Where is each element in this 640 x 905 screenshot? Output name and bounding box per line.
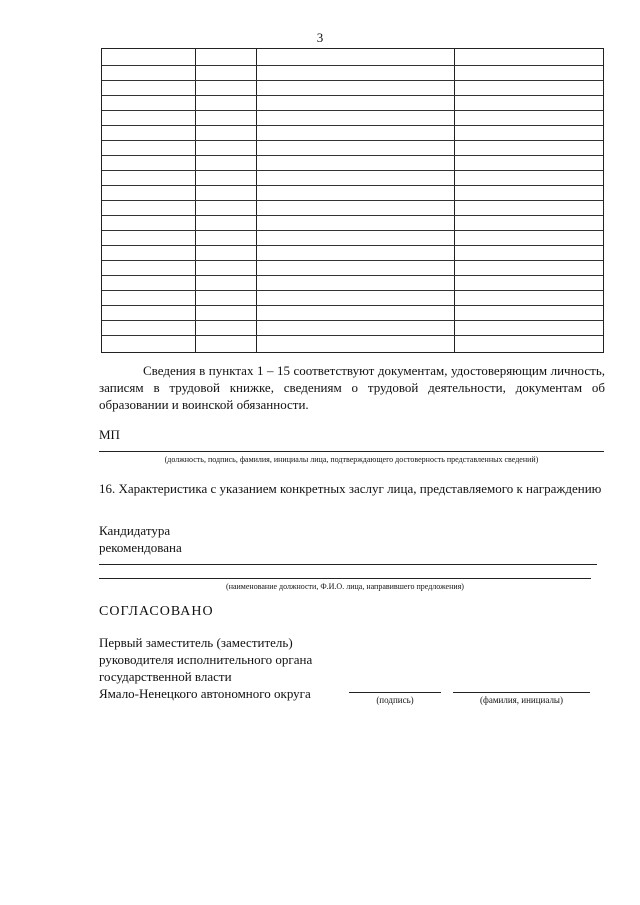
table-row-line [102,65,603,66]
section-16-text: 16. Характеристика с указанием конкретных заслуг лица, представляемого к награждению [99,481,602,496]
table-row-line [102,320,603,321]
table-row-line [102,305,603,306]
table-row-line [102,125,603,126]
signer-line: руководителя исполнительного органа [99,652,313,667]
stamp-label: МП [99,427,120,442]
table-row-line [102,185,603,186]
signer-line: Первый заместитель (заместитель) [99,635,293,650]
table-row-line [102,215,603,216]
table-row-line [102,260,603,261]
table-row-line [102,110,603,111]
continuation-table [101,48,604,353]
signature-line [349,692,441,693]
signer-line: государственной власти [99,669,232,684]
candidacy-line-1 [99,564,597,565]
signature-caption: (подпись) [376,695,414,705]
candidacy-line-2 [99,578,591,579]
name-caption: (фамилия, инициалы) [480,695,563,705]
statement-text: Сведения в пунктах 1 – 15 соответствуют документам, удостоверяющим личность, записям в трудовой книжке, сведениям о трудовой деятельности, документам об образовании и воинской обязанности. [99,363,605,412]
table-row-line [102,140,603,141]
table-row-line [102,275,603,276]
table-row-line [102,335,603,336]
verification-caption: (должность, подпись, фамилия, инициалы лица, подтверждающего достоверность представленных сведений) [164,455,539,464]
table-row-line [102,200,603,201]
verification-signature-line [99,451,604,452]
candidacy-label-line2: рекомендована [99,540,182,555]
signer-line: Ямало-Ненецкого автономного округа [99,686,311,701]
table-row-line [102,290,603,291]
candidacy-caption: (наименование должности, Ф.И.О. лица, направившего предложения) [226,582,464,591]
table-row-line [102,80,603,81]
table-row-line [102,170,603,171]
agreed-heading: СОГЛАСОВАНО [99,604,214,619]
table-row-line [102,230,603,231]
signer-block [99,634,312,702]
statement-paragraph [99,362,605,413]
page-number: 3 [316,30,324,45]
name-line [453,692,590,693]
table-row-line [102,245,603,246]
table-row-line [102,95,603,96]
table-row-line [102,155,603,156]
candidacy-label-line1: Кандидатура [99,523,171,538]
